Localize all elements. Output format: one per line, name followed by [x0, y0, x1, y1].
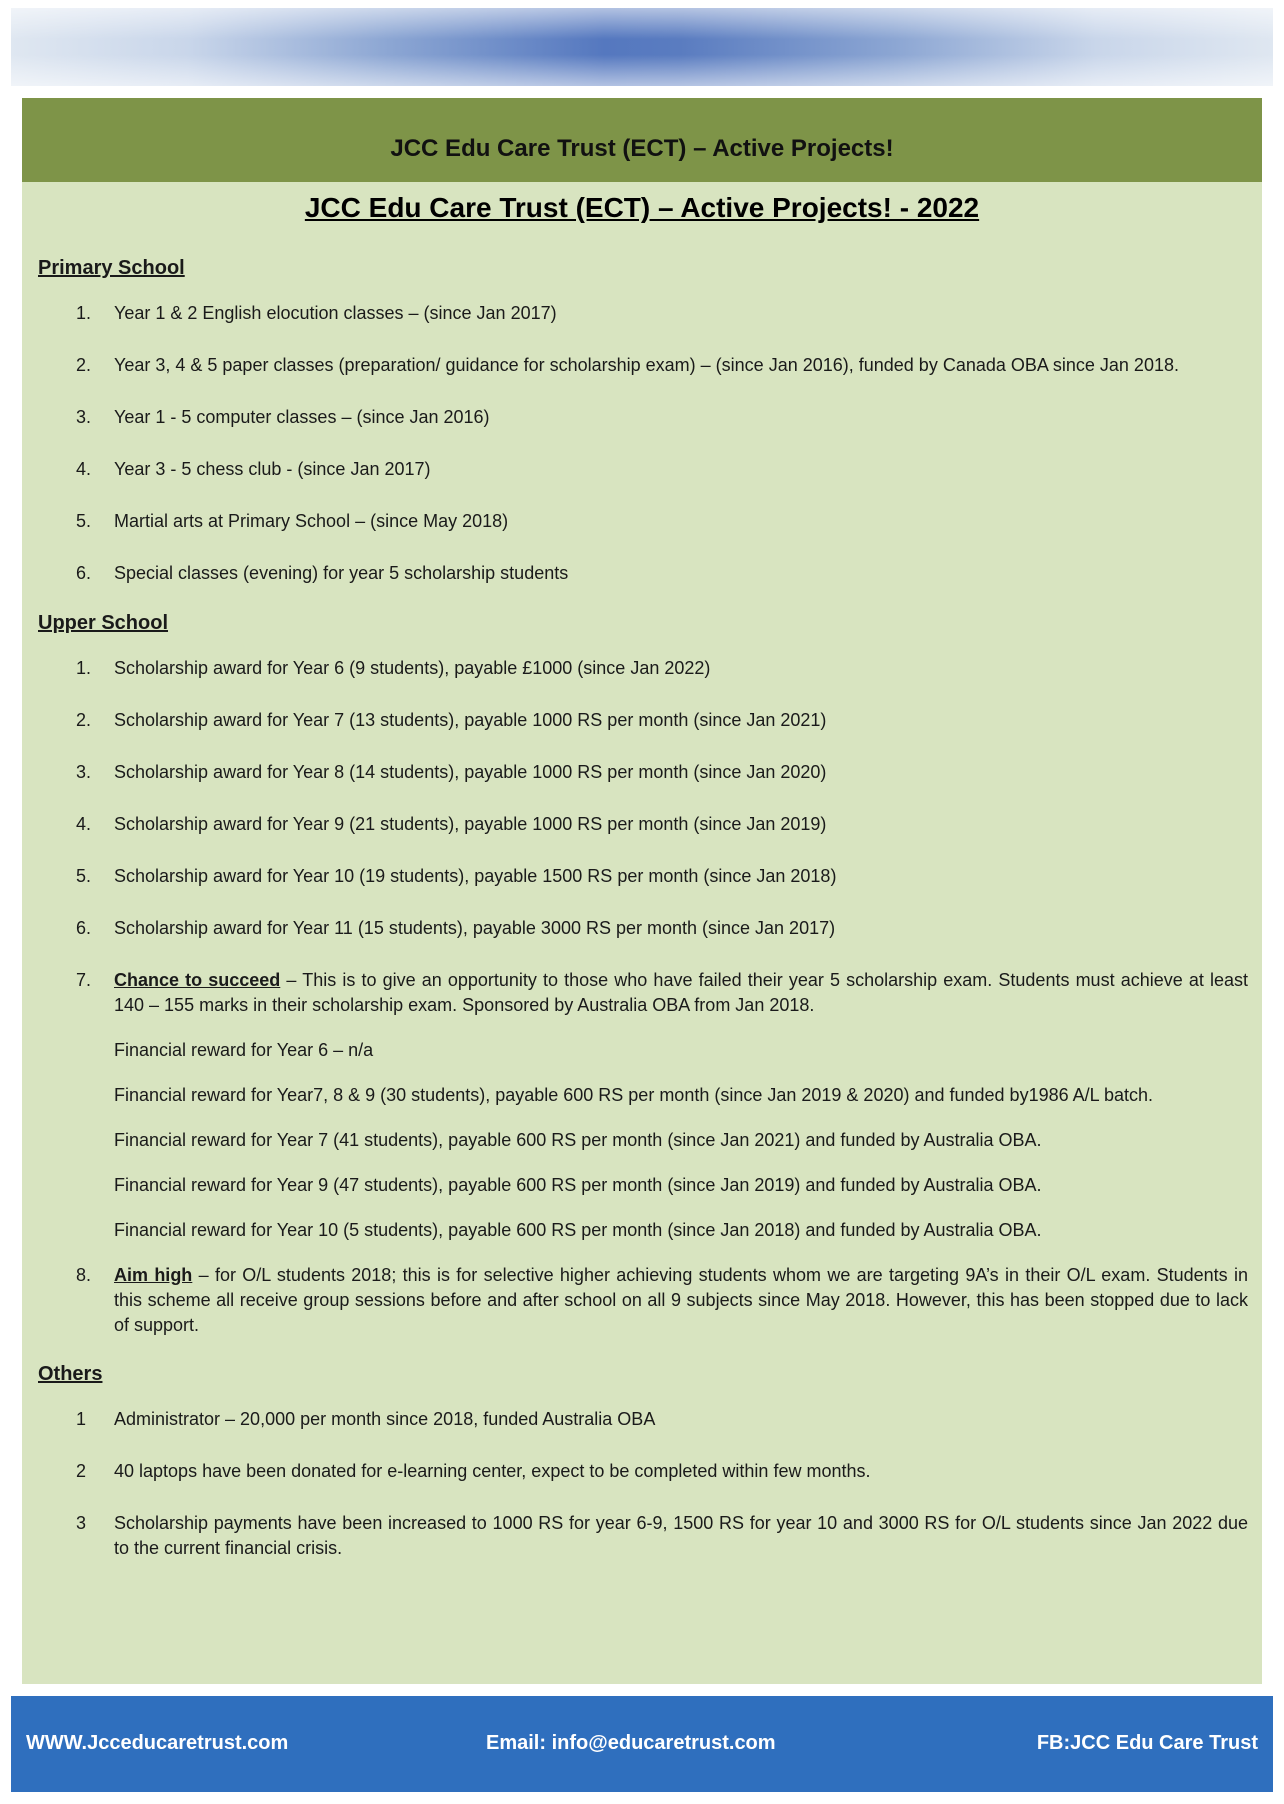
financial-reward-line: Financial reward for Year 10 (5 students), payable 600 RS per month (since Jan 2018) and funded by Australia OBA. — [114, 1220, 1042, 1240]
list-item — [38, 561, 1248, 586]
list-item — [38, 457, 1248, 482]
document-title: JCC Edu Care Trust (ECT) – Active Projects! - 2022 — [304, 192, 980, 223]
item-number: 4. — [76, 814, 92, 834]
item-number: 5. — [76, 511, 92, 531]
footer-email-link[interactable]: Email: info@educaretrust.com — [486, 1732, 776, 1754]
financial-reward-line: Financial reward for Year7, 8 & 9 (30 students), payable 600 RS per month (since Jan 2019 & 2020) and funded by1986 A/L batch. — [114, 1085, 1154, 1105]
list-item — [38, 1407, 1248, 1432]
item-text: Year 1 & 2 English elocution classes – (since Jan 2017) — [114, 303, 557, 323]
item-text: Scholarship award for Year 11 (15 students), payable 3000 RS per month (since Jan 2017) — [114, 918, 836, 938]
list-item — [38, 353, 1248, 378]
item-text: Year 3 - 5 chess club - (since Jan 2017) — [114, 459, 431, 479]
list-item — [38, 916, 1248, 941]
item-number: 7. — [76, 970, 92, 990]
item-text: 40 laptops have been donated for e-learning center, expect to be completed within few months. — [114, 1461, 871, 1481]
list-item — [38, 760, 1248, 785]
aim-high-label: Aim high — [114, 1265, 193, 1285]
primary-school-heading: Primary School — [38, 257, 185, 279]
item-number: 1. — [76, 658, 92, 678]
item-text: Year 1 - 5 computer classes – (since Jan 2016) — [114, 407, 490, 427]
header-bar — [22, 98, 1262, 182]
item-number: 1 — [76, 1409, 87, 1429]
item-text: Year 3, 4 & 5 paper classes (preparation/ guidance for scholarship exam) – (since Jan 2016), funded by Canada OBA since Jan 2018. — [114, 355, 1179, 375]
item-text — [114, 1263, 1248, 1338]
item-number: 5. — [76, 866, 92, 886]
list-item — [38, 864, 1248, 889]
item-text: Scholarship award for Year 9 (21 students), payable 1000 RS per month (since Jan 2019) — [114, 814, 827, 834]
footer-facebook-link[interactable]: FB:JCC Edu Care Trust — [1036, 1732, 1258, 1754]
item-text: Special classes (evening) for year 5 scholarship students — [114, 563, 569, 583]
chance-to-succeed-label: Chance to succeed — [114, 970, 281, 990]
item-text: Scholarship payments have been increased to 1000 RS for year 6-9, 1500 RS for year 10 and 3000 RS for O/L students since Jan 2022 due to the current financial crisis. — [114, 1513, 1248, 1558]
list-item — [38, 1511, 1248, 1561]
list-item — [38, 812, 1248, 837]
list-item-chance-to-succeed — [38, 968, 1248, 1018]
item-text: Administrator – 20,000 per month since 2018, funded Australia OBA — [114, 1409, 656, 1429]
upper-school-heading: Upper School — [38, 612, 169, 634]
item-number: 2 — [76, 1461, 87, 1481]
aim-high-description: – for O/L students 2018; this is for selective higher achieving students whom we are targeting 9A’s in their O/L exam. Students in this scheme all receive group sessions before and after school on all 9 subjects since May 2018. However, this has been stopped due to lack of support. — [114, 1265, 1248, 1335]
decorative-header-band — [11, 8, 1273, 86]
item-text — [114, 968, 1248, 1018]
financial-reward-line: Financial reward for Year 7 (41 students), payable 600 RS per month (since Jan 2021) and funded by Australia OBA. — [114, 1130, 1042, 1150]
item-text: Scholarship award for Year 8 (14 students), payable 1000 RS per month (since Jan 2020) — [114, 762, 827, 782]
list-item — [38, 656, 1248, 681]
financial-reward-line: Financial reward for Year 6 – n/a — [114, 1040, 374, 1060]
item-number: 3. — [76, 762, 92, 782]
footer-bar — [11, 1696, 1273, 1792]
header-title: JCC Edu Care Trust (ECT) – Active Projects! — [390, 135, 894, 162]
list-item — [38, 509, 1248, 534]
item-text: Scholarship award for Year 6 (9 students), payable £1000 (since Jan 2022) — [114, 658, 711, 678]
document-body — [38, 256, 1248, 1561]
item-number: 6. — [76, 918, 92, 938]
list-item-aim-high — [38, 1263, 1248, 1338]
item-number: 6. — [76, 563, 92, 583]
chance-to-succeed-description: – This is to give an opportunity to those who have failed their year 5 scholarship exam. Students must achieve at least 140 – 155 marks in their scholarship exam. Sponsored by Australia OBA from Jan 2018. — [114, 970, 1248, 1015]
item-number: 2. — [76, 710, 92, 730]
item-number: 4. — [76, 459, 92, 479]
list-item — [38, 301, 1248, 326]
item-number: 1. — [76, 303, 92, 323]
others-heading: Others — [38, 1363, 103, 1385]
list-item — [38, 708, 1248, 733]
financial-reward-line: Financial reward for Year 9 (47 students), payable 600 RS per month (since Jan 2019) and funded by Australia OBA. — [114, 1175, 1042, 1195]
item-text: Scholarship award for Year 7 (13 students), payable 1000 RS per month (since Jan 2021) — [114, 710, 827, 730]
item-number: 3 — [76, 1513, 87, 1533]
item-number: 2. — [76, 355, 92, 375]
footer-website-link[interactable]: WWW.Jcceducaretrust.com — [26, 1732, 289, 1754]
item-number: 8. — [76, 1265, 92, 1285]
list-item — [38, 1459, 1248, 1484]
item-text: Martial arts at Primary School – (since May 2018) — [114, 511, 509, 531]
item-number: 3. — [76, 407, 92, 427]
list-item — [38, 405, 1248, 430]
item-text: Scholarship award for Year 10 (19 students), payable 1500 RS per month (since Jan 2018) — [114, 866, 837, 886]
